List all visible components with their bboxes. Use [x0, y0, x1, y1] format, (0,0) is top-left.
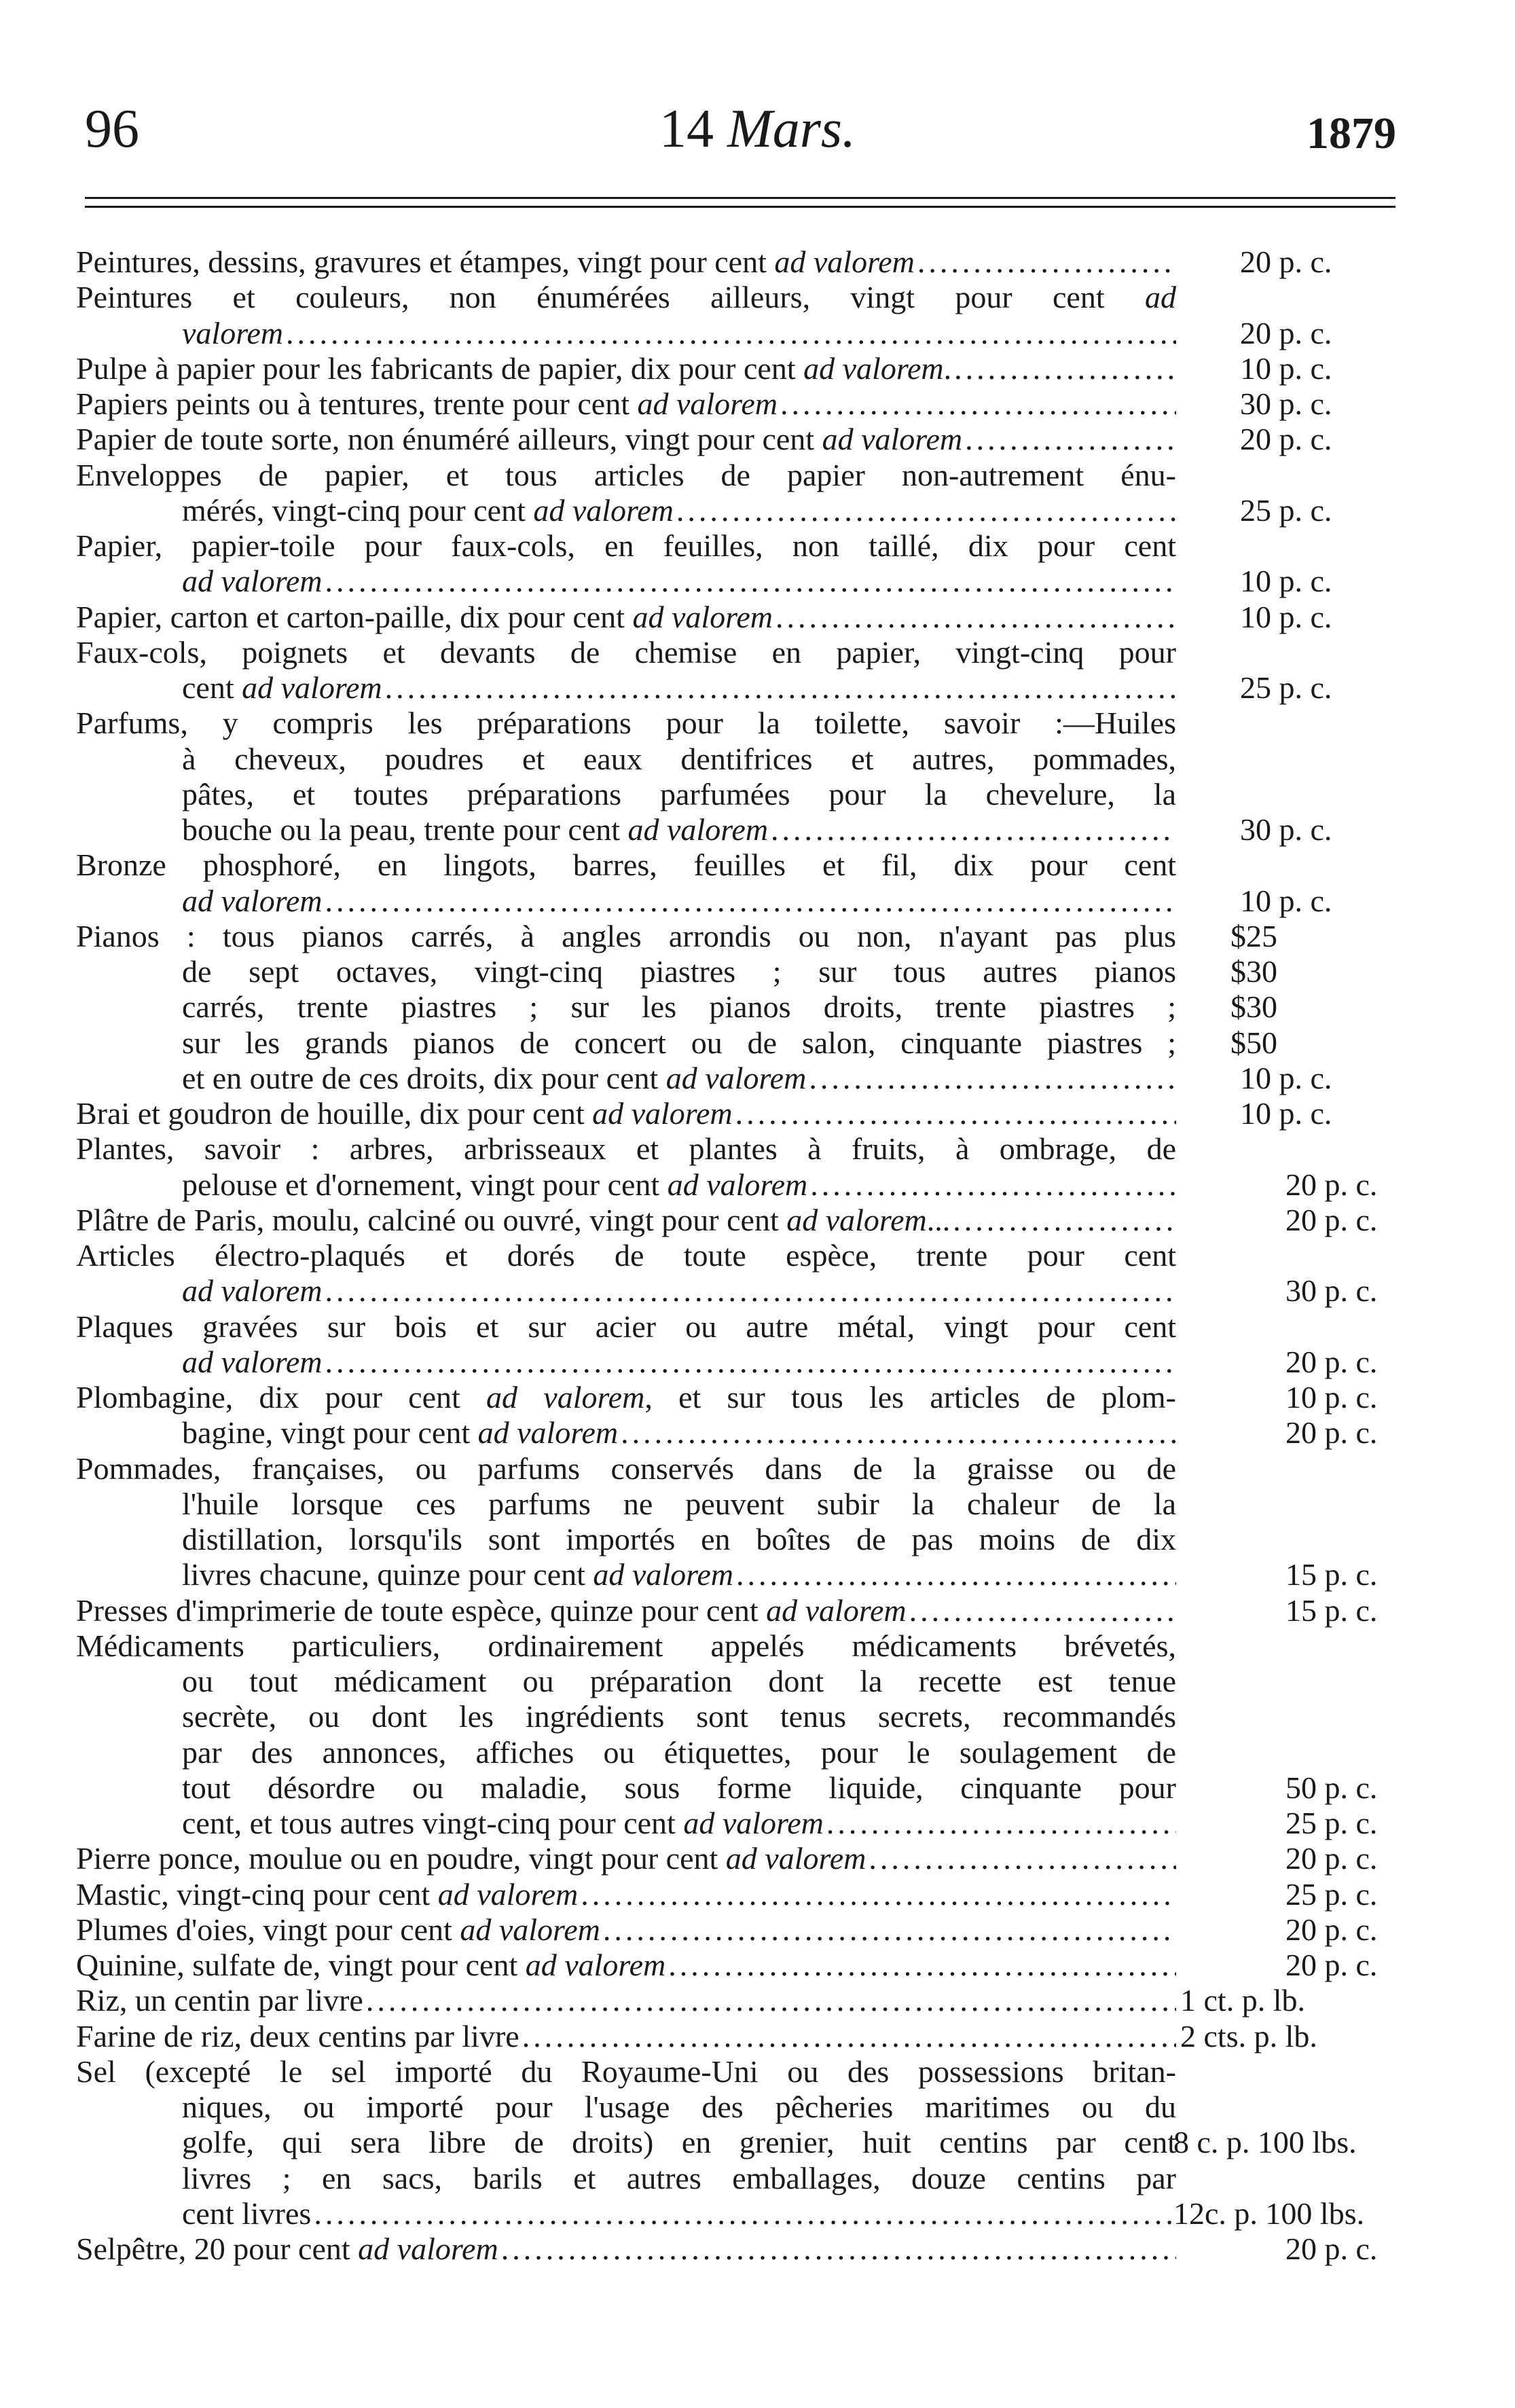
tariff-rate: 15 p. c. — [1285, 1557, 1378, 1592]
tariff-text — [182, 812, 1176, 847]
italic-ad-valorem: ad valorem — [182, 564, 323, 599]
tariff-rate: $25 — [1230, 918, 1277, 953]
italic-ad-valorem: ad valorem — [774, 244, 915, 279]
tariff-line — [0, 989, 1515, 1025]
tariff-text — [76, 600, 1176, 635]
tariff-text-content: cent livres — [182, 2195, 312, 2231]
tariff-rate: $50 — [1230, 1025, 1277, 1060]
dot-leader — [323, 1273, 1176, 1309]
dot-leader — [951, 351, 1176, 386]
tariff-rate: 20 p. c. — [1240, 422, 1332, 457]
tariff-rate: 10 p. c. — [1240, 1096, 1332, 1131]
dot-leader — [519, 2019, 1176, 2054]
tariff-text — [76, 1203, 1176, 1238]
tariff-line — [0, 1451, 1515, 1486]
dot-leader — [915, 244, 1176, 280]
tariff-text-content: et en outre de ces droits, dix pour cent ad valorem — [182, 1060, 807, 1095]
tariff-text: tout désordre ou maladie, sous forme liquide, cinquante pour — [182, 1770, 1176, 1805]
tariff-text — [182, 2196, 1176, 2231]
dot-leader — [311, 2196, 1176, 2231]
tariff-text — [182, 564, 1176, 599]
tariff-text-content — [182, 564, 323, 599]
tariff-line — [0, 528, 1515, 564]
dot-leader — [807, 1167, 1176, 1203]
tariff-rate: 25 p. c. — [1285, 1876, 1378, 1912]
dot-leader — [962, 422, 1176, 457]
tariff-rate: 20 p. c. — [1285, 1415, 1378, 1451]
tariff-text: niques, ou importé pour l'usage des pêcheries maritimes ou du — [182, 2090, 1176, 2124]
italic-ad-valorem: ad valorem — [182, 883, 323, 918]
tariff-text: Bronze phosphoré, en lingots, barres, feuilles et fil, dix pour cent — [76, 847, 1176, 883]
dot-leader — [806, 1061, 1176, 1096]
tariff-line — [0, 883, 1515, 919]
dot-leader — [323, 883, 1176, 919]
tariff-text — [182, 1273, 1176, 1309]
tariff-line — [0, 600, 1515, 635]
italic-ad-valorem: ad valorem — [803, 350, 944, 386]
tariff-text-content: Papier, carton et carton-paille, dix pour cent ad valorem — [76, 599, 773, 634]
tariff-text: sur les grands pianos de concert ou de salon, cinquante piastres ; — [182, 1025, 1176, 1060]
dot-leader — [498, 2231, 1176, 2267]
tariff-line — [0, 706, 1515, 741]
italic-ad-valorem: ad valorem — [358, 2231, 498, 2266]
italic-ad-valorem: ad valorem — [683, 1806, 824, 1840]
tariff-text: Enveloppes de papier, et tous articles de papier non-autrement énu- — [76, 457, 1176, 492]
tariff-line — [0, 1486, 1515, 1522]
dot-leader — [824, 1806, 1176, 1841]
tariff-text-content: Quinine, sulfate de, vingt pour cent ad valorem — [76, 1948, 666, 1982]
tariff-text-content: Farine de riz, deux centins par livre — [76, 2018, 519, 2054]
tariff-line — [0, 1096, 1515, 1131]
tariff-text-content: cent, et tous autres vingt-cinq pour cent ad valorem — [182, 1806, 824, 1840]
tariff-text — [182, 883, 1176, 919]
tariff-text: Plaques gravées sur bois et sur acier ou autre métal, vingt pour cent — [76, 1309, 1176, 1344]
tariff-rate: 20 p. c. — [1285, 1912, 1378, 1947]
tariff-text: Papier, papier-toile pour faux-cols, en feuilles, non taillé, dix pour cent — [76, 528, 1176, 563]
tariff-line — [0, 422, 1515, 457]
tariff-text-content: Pulpe à papier pour les fabricants de papier, dix pour cent ad valorem. — [76, 350, 952, 386]
page-date — [0, 99, 1515, 159]
tariff-text-content: Papier de toute sorte, non énuméré ailleurs, vingt pour cent ad valorem — [76, 422, 963, 457]
tariff-rate: 10 p. c. — [1240, 564, 1332, 599]
tariff-rate: 30 p. c. — [1240, 386, 1332, 421]
tariff-text — [76, 386, 1176, 422]
tariff-rate: 25 p. c. — [1240, 492, 1332, 528]
tariff-text-content — [182, 316, 283, 351]
tariff-text — [76, 1096, 1176, 1131]
tariff-rate: 12c. p. 100 lbs. — [1173, 2195, 1365, 2231]
tariff-text: livres ; en sacs, barils et autres emballages, douze centins par — [182, 2160, 1176, 2195]
tariff-line — [0, 1415, 1515, 1451]
tariff-line — [0, 351, 1515, 386]
tariff-text — [76, 1593, 1176, 1628]
tariff-rate: 30 p. c. — [1285, 1273, 1378, 1309]
tariff-text — [182, 1415, 1176, 1451]
tariff-line — [0, 2196, 1515, 2231]
tariff-line — [0, 1664, 1515, 1699]
italic-ad-valorem: ad valorem — [592, 1096, 733, 1131]
tariff-line — [0, 564, 1515, 599]
tariff-text: Pommades, françaises, ou parfums conservés dans de la graisse ou de — [76, 1451, 1176, 1486]
tariff-text-content: bagine, vingt pour cent ad valorem — [182, 1415, 619, 1451]
dot-leader — [950, 1203, 1176, 1238]
tariff-rate: 30 p. c. — [1240, 812, 1332, 847]
tariff-text — [76, 1983, 1176, 2018]
tariff-text-content — [182, 1273, 323, 1309]
tariff-text — [76, 2019, 1176, 2054]
tariff-rate: 10 p. c. — [1285, 1380, 1378, 1415]
tariff-text: distillation, lorsqu'ils sont importés en boîtes de pas moins de dix — [182, 1522, 1176, 1556]
tariff-line — [0, 635, 1515, 670]
tariff-rate: 2 cts. p. lb. — [1180, 2018, 1317, 2054]
tariff-line — [0, 1699, 1515, 1734]
tariff-text: Articles électro-plaqués et dorés de toute espèce, trente pour cent — [76, 1238, 1176, 1273]
tariff-text — [76, 422, 1176, 457]
tariff-text-content: bouche ou la peau, trente pour cent ad valorem — [182, 812, 769, 847]
tariff-rate: 8 c. p. 100 lbs. — [1173, 2125, 1357, 2160]
tariff-line — [0, 1912, 1515, 1948]
tariff-text: de sept octaves, vingt-cinq piastres ; sur tous autres pianos — [182, 954, 1176, 989]
tariff-text — [182, 1345, 1176, 1380]
tariff-line — [0, 2054, 1515, 2090]
tariff-text-content — [182, 1345, 323, 1380]
tariff-text — [182, 493, 1176, 528]
tariff-line — [0, 1557, 1515, 1592]
tariff-rate: 10 p. c. — [1240, 1060, 1332, 1095]
tariff-line — [0, 1025, 1515, 1061]
tariff-text — [76, 1948, 1176, 1983]
italic-ad-valorem: ad valorem — [477, 1415, 619, 1451]
italic-ad-valorem: ad valorem — [533, 492, 674, 528]
tariff-entries — [0, 244, 1515, 2267]
tariff-line — [0, 2161, 1515, 2196]
italic-ad-valorem: ad valorem — [786, 1202, 927, 1237]
tariff-text-content: Papiers peints ou à tentures, trente pour cent ad valorem — [76, 386, 778, 421]
tariff-text — [76, 1877, 1176, 1912]
tariff-line — [0, 316, 1515, 351]
tariff-text — [182, 1557, 1176, 1592]
page-year: 1879 — [1307, 109, 1396, 158]
dot-leader — [382, 670, 1176, 706]
tariff-text — [182, 670, 1176, 706]
tariff-line — [0, 954, 1515, 989]
tariff-line — [0, 1131, 1515, 1167]
italic-ad-valorem: ad valorem — [525, 1948, 666, 1982]
tariff-text: Plombagine, dix pour cent ad valorem, et sur tous les articles de plom- — [76, 1380, 1176, 1415]
dot-leader — [907, 1593, 1176, 1628]
tariff-text: Plantes, savoir : arbres, arbrisseaux et plantes à fruits, à ombrage, de — [76, 1131, 1176, 1167]
tariff-rate: 10 p. c. — [1240, 599, 1332, 634]
tariff-text-content: pelouse et d'ornement, vingt pour cent ad valorem — [182, 1167, 808, 1202]
tariff-line — [0, 1841, 1515, 1876]
tariff-line — [0, 2231, 1515, 2267]
tariff-rate: $30 — [1230, 954, 1277, 989]
tariff-text-content: Peintures, dessins, gravures et étampes, vingt pour cent ad valorem — [76, 244, 915, 279]
tariff-line — [0, 2125, 1515, 2160]
dot-leader — [665, 1948, 1176, 1983]
tariff-line — [0, 1203, 1515, 1238]
tariff-line — [0, 1948, 1515, 1983]
tariff-rate: 25 p. c. — [1285, 1806, 1378, 1840]
tariff-text-content — [182, 883, 323, 919]
tariff-line — [0, 1061, 1515, 1096]
tariff-text — [76, 351, 1176, 386]
tariff-text — [182, 1167, 1176, 1203]
tariff-text: carrés, trente piastres ; sur les pianos droits, trente piastres ; — [182, 989, 1176, 1025]
dot-leader — [323, 1345, 1176, 1380]
tariff-line — [0, 1522, 1515, 1557]
tariff-line — [0, 670, 1515, 706]
italic-ad-valorem: ad valorem — [632, 599, 773, 634]
tariff-text: Parfums, y compris les préparations pour la toilette, savoir :—Huiles — [76, 706, 1176, 741]
italic-ad-valorem: ad — [1145, 280, 1176, 315]
dot-leader — [768, 812, 1176, 847]
italic-ad-valorem: ad valorem — [725, 1841, 866, 1876]
dot-leader — [866, 1841, 1176, 1876]
dot-leader — [733, 1557, 1176, 1592]
tariff-line — [0, 812, 1515, 847]
tariff-text-content: Presses d'imprimerie de toute espèce, quinze pour cent ad valorem — [76, 1592, 907, 1628]
tariff-rate: 20 p. c. — [1285, 1167, 1378, 1202]
page-number: 96 — [85, 99, 139, 159]
tariff-text-content: Plumes d'oies, vingt pour cent ad valorem — [76, 1912, 600, 1947]
tariff-rate: 20 p. c. — [1285, 1948, 1378, 1982]
tariff-line — [0, 1628, 1515, 1664]
tariff-text — [182, 1806, 1176, 1841]
dot-leader — [283, 316, 1176, 351]
tariff-text-content: livres chacune, quinze pour cent ad valorem — [182, 1557, 733, 1592]
tariff-line — [0, 1806, 1515, 1841]
tariff-text: Faux-cols, poignets et devants de chemise en papier, vingt-cinq pour — [76, 634, 1176, 670]
tariff-rate: 10 p. c. — [1240, 883, 1332, 918]
tariff-rate: 10 p. c. — [1240, 350, 1332, 386]
tariff-text-content: Mastic, vingt-cinq pour cent ad valorem — [76, 1876, 579, 1912]
dot-leader — [778, 386, 1176, 422]
tariff-line — [0, 847, 1515, 883]
italic-ad-valorem: ad valorem — [182, 1344, 323, 1379]
dot-leader — [600, 1912, 1176, 1948]
italic-ad-valorem: ad valorem — [182, 1273, 323, 1309]
tariff-rate: 20 p. c. — [1285, 1202, 1378, 1237]
tariff-line — [0, 1273, 1515, 1309]
tariff-line — [0, 2019, 1515, 2054]
tariff-text-content: Riz, un centin par livre — [76, 1983, 363, 2018]
italic-ad-valorem: ad valorem — [242, 670, 382, 705]
tariff-line — [0, 2090, 1515, 2125]
dot-leader — [773, 600, 1176, 635]
tariff-text: Sel (excepté le sel importé du Royaume-Uni ou des possessions britan- — [76, 2054, 1176, 2089]
tariff-line — [0, 1167, 1515, 1203]
tariff-text: à cheveux, poudres et eaux dentifrices et autres, pommades, — [182, 741, 1176, 776]
dot-leader — [674, 493, 1176, 528]
italic-ad-valorem: ad valorem — [822, 422, 963, 457]
header-rule-top — [85, 197, 1395, 199]
tariff-text — [76, 244, 1176, 280]
tariff-text: pâtes, et toutes préparations parfumées pour la chevelure, la — [182, 776, 1176, 811]
italic-ad-valorem: ad valorem — [665, 1060, 807, 1095]
italic-ad-valorem: valorem — [182, 315, 284, 350]
italic-ad-valorem: ad valorem — [627, 812, 769, 847]
tariff-line — [0, 1770, 1515, 1806]
tariff-line — [0, 742, 1515, 777]
tariff-rate: 20 p. c. — [1240, 315, 1332, 350]
tariff-text — [182, 316, 1176, 351]
tariff-line — [0, 493, 1515, 528]
tariff-line — [0, 777, 1515, 812]
tariff-line — [0, 1345, 1515, 1380]
tariff-line — [0, 1380, 1515, 1415]
italic-ad-valorem: ad valorem — [486, 1380, 645, 1415]
tariff-text-content: Selpêtre, 20 pour cent ad valorem — [76, 2231, 498, 2266]
tariff-text-content: cent ad valorem — [182, 670, 382, 705]
tariff-text: secrète, ou dont les ingrédients sont tenus secrets, recommandés — [182, 1699, 1176, 1734]
tariff-line — [0, 1309, 1515, 1345]
tariff-line — [0, 244, 1515, 280]
header-rule-bottom — [85, 206, 1395, 208]
tariff-text-content: Plâtre de Paris, moulu, calciné ou ouvré, vingt pour cent ad valorem... — [76, 1202, 951, 1237]
tariff-text — [76, 1841, 1176, 1876]
tariff-text: par des annonces, affiches ou étiquettes, pour le soulagement de — [182, 1734, 1176, 1770]
tariff-text — [76, 2231, 1176, 2267]
italic-ad-valorem: ad valorem — [766, 1592, 907, 1628]
tariff-line — [0, 1877, 1515, 1912]
tariff-rate: 1 ct. p. lb. — [1180, 1983, 1305, 2018]
italic-ad-valorem: ad valorem — [637, 386, 778, 421]
tariff-text — [76, 1912, 1176, 1948]
tariff-rate: 20 p. c. — [1285, 1344, 1378, 1379]
tariff-rate: 20 p. c. — [1240, 244, 1332, 279]
tariff-text: Médicaments particuliers, ordinairement appelés médicaments brévetés, — [76, 1628, 1176, 1663]
tariff-line — [0, 1593, 1515, 1628]
italic-ad-valorem: ad valorem — [667, 1167, 808, 1202]
tariff-rate: 50 p. c. — [1285, 1770, 1378, 1805]
tariff-text: golfe, qui sera libre de droits) en grenier, huit centins par cent — [182, 2125, 1176, 2160]
tariff-text: Pianos : tous pianos carrés, à angles arrondis ou non, n'ayant pas plus — [76, 918, 1176, 953]
tariff-line — [0, 919, 1515, 954]
dot-leader — [323, 564, 1176, 599]
dot-leader — [618, 1415, 1176, 1451]
tariff-rate: 25 p. c. — [1240, 670, 1332, 705]
tariff-text: ou tout médicament ou préparation dont la recette est tenue — [182, 1664, 1176, 1698]
dot-leader — [733, 1096, 1176, 1131]
italic-ad-valorem: ad valorem — [593, 1557, 733, 1592]
tariff-text-content: Pierre ponce, moulue ou en poudre, vingt pour cent ad valorem — [76, 1841, 866, 1876]
date-day: 14 — [659, 99, 714, 159]
tariff-text: Peintures et couleurs, non énumérées ailleurs, vingt pour cent ad — [76, 280, 1176, 315]
tariff-line — [0, 386, 1515, 422]
tariff-line — [0, 1238, 1515, 1273]
tariff-text-content: mérés, vingt-cinq pour cent ad valorem — [182, 492, 674, 528]
tariff-line — [0, 280, 1515, 315]
dot-leader — [363, 1983, 1176, 2018]
tariff-line — [0, 1983, 1515, 2018]
tariff-rate: 20 p. c. — [1285, 2231, 1378, 2266]
tariff-line — [0, 1735, 1515, 1770]
italic-ad-valorem: ad valorem — [437, 1876, 579, 1912]
tariff-text — [182, 1061, 1176, 1096]
tariff-text: l'huile lorsque ces parfums ne peuvent subir la chaleur de la — [182, 1486, 1176, 1521]
tariff-rate: 15 p. c. — [1285, 1592, 1378, 1628]
tariff-rate: 20 p. c. — [1285, 1841, 1378, 1876]
tariff-rate: $30 — [1230, 989, 1277, 1025]
tariff-text-content: Brai et goudron de houille, dix pour cent ad valorem — [76, 1096, 733, 1131]
date-month: Mars. — [727, 99, 856, 159]
dot-leader — [578, 1877, 1176, 1912]
italic-ad-valorem: ad valorem — [460, 1912, 600, 1947]
tariff-line — [0, 458, 1515, 493]
